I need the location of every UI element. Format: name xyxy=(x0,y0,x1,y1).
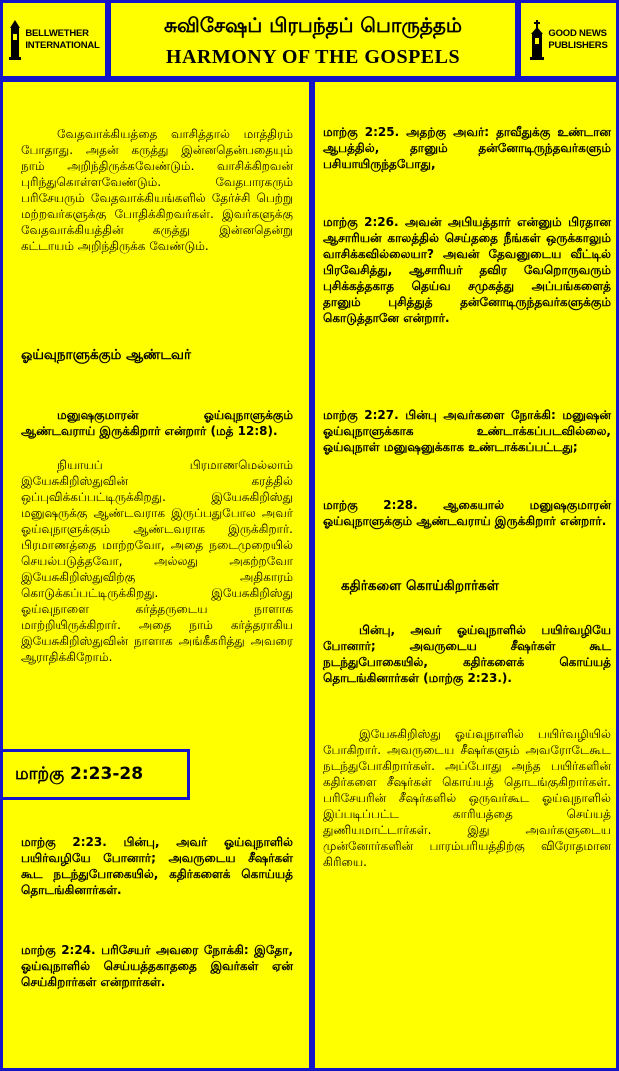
commentary-paragraph-2: இயேசுகிறிஸ்து ஓய்வுநாளில் பயிர்வழியில் போகிறார். அவருடைய சீஷர்களும் அவரோடேகூட நடந்துபோகிறார்கள். அப்போது அந்த பயிர்களின் கதிர்களை சீஷர்கள் கொய்யத் தொடங்குகிறார்கள். பரிசேயரின் சீஷர்களில் ஒருவர்கூட ஓய்வுநாளில் இப்படிப்பட்ட காரியத்தை செய்யத் துணியமாட்டார்கள். இது அவர்களுடைய முன்னோர்களின் பாரம்பரியத்திற்கு விரோதமான கிரியை. xyxy=(323,727,611,869)
verse-mark-2-27: மாற்கு 2:27. பின்பு அவர்களை நோக்கி: மனுஷன் ஓய்வுநாளுக்காக உண்டாக்கப்படவில்லை, ஓய்வுநாள் மனுஷனுக்காக உண்டாக்கப்பட்டது; xyxy=(323,408,611,454)
quote-matthew: மனுஷகுமாரன் ஓய்வுநாளுக்கும் ஆண்டவராய் இருக்கிறார் என்றார் (மத் 12:8). xyxy=(21,408,293,438)
right-column xyxy=(312,79,619,1071)
logo-line1: BELLWETHER xyxy=(25,27,89,39)
page-title-english: HARMONY OF THE GOSPELS xyxy=(165,46,461,68)
scripture-reference-box xyxy=(0,749,190,800)
summary-quote: பின்பு, அவர் ஓய்வுநாளில் பயிர்வழியே போனார்; அவருடைய சீஷர்கள் கூட நடந்துபோகையில், கதிர்களைக் கொய்யத் தொடங்கினார்கள் (மாற்கு 2:23.). xyxy=(323,623,611,685)
section-heading-lord-of-sabbath: ஓய்வுநாளுக்கும் ஆண்டவர் xyxy=(21,347,192,363)
verse-mark-2-25: மாற்கு 2:25. அதற்கு அவர்: தாவீதுக்கு உண்டான ஆபத்தில், தானும் தன்னோடிருந்தவர்களும் பசியாயிருந்தபோது, xyxy=(323,125,611,171)
verse-mark-2-26: மாற்கு 2:26. அவன் அபியத்தார் என்னும் பிரதான ஆசாரியன் காலத்தில் செய்ததை நீங்கள் ஒருக்காலும் வாசிக்கவில்லையா? அவன் தேவனுடைய வீட்டில் பிரவேசித்து, ஆசாரியர் தவிர வேறொருவரும் புசிக்கத்தகாத தெய்வ சமுகத்து அப்பங்களைத் தானும் புசித்துத் தன்னோடிருந்தவர்களுக்கும் கொடுத்தானே என்றார். xyxy=(323,215,611,325)
bellwether-logo xyxy=(0,0,108,79)
verse-mark-2-23: மாற்கு 2:23. பின்பு, அவர் ஓய்வுநாளில் பயிர்வழியே போனார்; அவருடைய சீஷர்கள் கூட நடந்துபோகையில், கதிர்களைக் கொய்யத் தொடங்கினார்கள். xyxy=(21,835,293,897)
logo-line2: INTERNATIONAL xyxy=(25,39,100,51)
logo-line2: PUBLISHERS xyxy=(548,39,608,51)
intro-paragraph: வேதவாக்கியத்தை வாசித்தால் மாத்திரம் போதாது. அதன் கருத்து இன்னதென்பதையும் நாம் அறிந்திருக்கவேண்டும். வாசிக்கிறவன் புரிந்துகொள்ளவேண்டும். வேதபாரகரும் பரிசேயரும் வேதவாக்கியங்களில் தேர்ச்சி பெற்று மற்றவர்களுக்கு போதிக்கிறவர்கள். இவர்களுக்கு வேதவாக்கியத்தின் கருத்து இன்னதென்று கட்டாயம் அறிந்திருக்க வேண்டும். xyxy=(21,127,293,253)
left-column xyxy=(0,79,312,1071)
page-title-box xyxy=(108,0,518,79)
logo-line1: GOOD NEWS xyxy=(548,27,607,39)
section-heading-plucking-grain: கதிர்களை கொய்கிறார்கள் xyxy=(341,578,499,594)
page-title-tamil: சுவிசேஷப் பிரபந்தப் பொருத்தம் xyxy=(163,13,463,37)
bell-tower-icon xyxy=(8,20,22,60)
church-tower-icon xyxy=(529,20,545,60)
verse-mark-2-28: மாற்கு 2:28. ஆகையால் மனுஷகுமாரன் ஓய்வுநாளுக்கும் ஆண்டவராய் இருக்கிறார் என்றார். xyxy=(323,498,611,528)
scripture-reference: மாற்கு 2:23-28 xyxy=(15,764,144,784)
commentary-paragraph: நியாயப் பிரமாணமெல்லாம் இயேசுகிறிஸ்துவின் கரத்தில் ஒப்புவிக்கப்பட்டிருக்கிறது. இயேசுகிறிஸ்து மனுஷருக்கு ஆண்டவராக இருப்பதுபோல அவர் ஓய்வுநாளுக்கும் ஆண்டவராக இருக்கிறார். பிரமாணத்தை மாற்றவோ, அதை நடைமுறையில் செயல்படுத்தவோ, அல்லது அகற்றவோ இயேசுகிறிஸ்துவிற்கு அதிகாரம் கொடுக்கப்பட்டிருக்கிறது. இயேசுகிறிஸ்து ஓய்வுநாளை கர்த்தருடைய நாளாக மாற்றியிருக்கிறார். அதை நாம் கர்த்தராகிய இயேசுகிறிஸ்துவின் நாளாக அங்கீகரித்து அவரை ஆராதிக்கிறோம். xyxy=(21,458,293,664)
good-news-logo xyxy=(518,0,619,79)
verse-mark-2-24: மாற்கு 2:24. பரிசேயர் அவரை நோக்கி: இதோ, ஓய்வுநாளில் செய்யத்தகாததை இவர்கள் ஏன் செய்கிறார்கள் என்றார்கள். xyxy=(21,943,293,989)
